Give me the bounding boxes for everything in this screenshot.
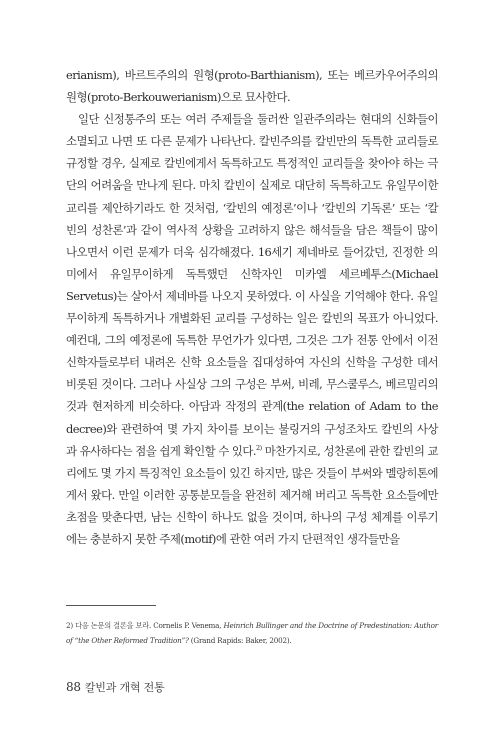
footnote-prefix: 2) 다음 논문의 결론을 보라. Cornelis P. Venema, [66,621,224,630]
page-number: 88 [66,680,81,694]
footnote [66,618,438,648]
main-text [66,64,438,550]
page-footer [66,679,164,695]
footnote-divider [66,605,156,606]
paragraph-main-part-a: 일단 신정통주의 또는 여러 주제들을 둘러싼 일관주의라는 현대의 신화들이 소멸되고 나면 또 다른 문제가 나타난다. 칼빈주의를 칼빈만의 독특한 교리들로 규정할 경우, 실제로 칼빈에게서 독특하고도 특정적인 교리들을 찾아야 하는 극단의 어려움을 만나게 된다. 마치 칼빈이 실제로 대단히 독특하고도 유일무이한 교리를 제안하기라도 한 것처럼, ‘칼빈의 예정론’이나 ‘칼빈의 기독론’ 또는 ‘칼빈의 성찬론’과 같이 역사적 상황을 고려하지 않은 해석들을 담은 책들이 많이 나오면서 이런 문제가 더욱 심각해졌다. 16세기 제네바로 들어갔던, 진정한 의미에서 유일무이하게 독특했던 신학자인 미카엘 세르베투스(Michael Servetus)는 살아서 제네바를 나오지 못하였다. 이 사실을 기억해야 한다. 유일무이하게 독특하거나 개별화된 교리를 구성하는 일은 칼빈의 목표가 아니었다. 예컨대, 그의 예정론에 독특한 무언가가 있다면, 그것은 그가 전통 안에서 이전 신학자들로부터 내려온 신학 요소들을 집대성하여 자신의 신학을 구성한 데서 비롯된 것이다. 그러나 사실상 그의 구성은 부써, 비레, 무스쿨루스, 베르밀리의 것과 현저하게 비슷하다. 아담과 작정의 관계(the relation of Adam to the decree)와 관련하여 몇 가지 차이를 보이는 불링거의 구성조차도 칼빈의 사상과 유사하다는 점을 쉽게 확인할 수 있다. [66,112,438,458]
paragraph-main [66,108,438,550]
footnote-book-title: Heinrich Bullinger and the Doctrine of Predestination: Author of “the Other Reformed Tradition”? [66,621,438,645]
footnote-suffix: (Grand Rapids: Baker, 2002). [188,636,292,645]
paragraph-continuation: erianism), 바르트주의의 원형(proto-Barthianism), 또는 베르카우어주의의 원형(proto-Berkouwerianism)으로 묘사한다. [66,68,438,105]
running-title: 칼빈과 개혁 전통 [84,681,165,694]
footnote-marker[interactable]: 2) [255,443,262,452]
paragraph-main-part-b: 마찬가지로, 성찬론에 관한 칼빈의 교리에도 몇 가지 특징적인 요소들이 있긴 하지만, 많은 것들이 부써와 멜랑히톤에게서 왔다. 만일 이러한 공통분모들을 완전히 제거해 버리고 독특한 요소들에만 초점을 맞춘다면, 남는 신학이 하나도 없을 것이며, 하나의 구성 체계를 이루기에는 충분하지 못한 주제(motif)에 관한 여러 가지 단편적인 생각들만을 [66,443,438,546]
